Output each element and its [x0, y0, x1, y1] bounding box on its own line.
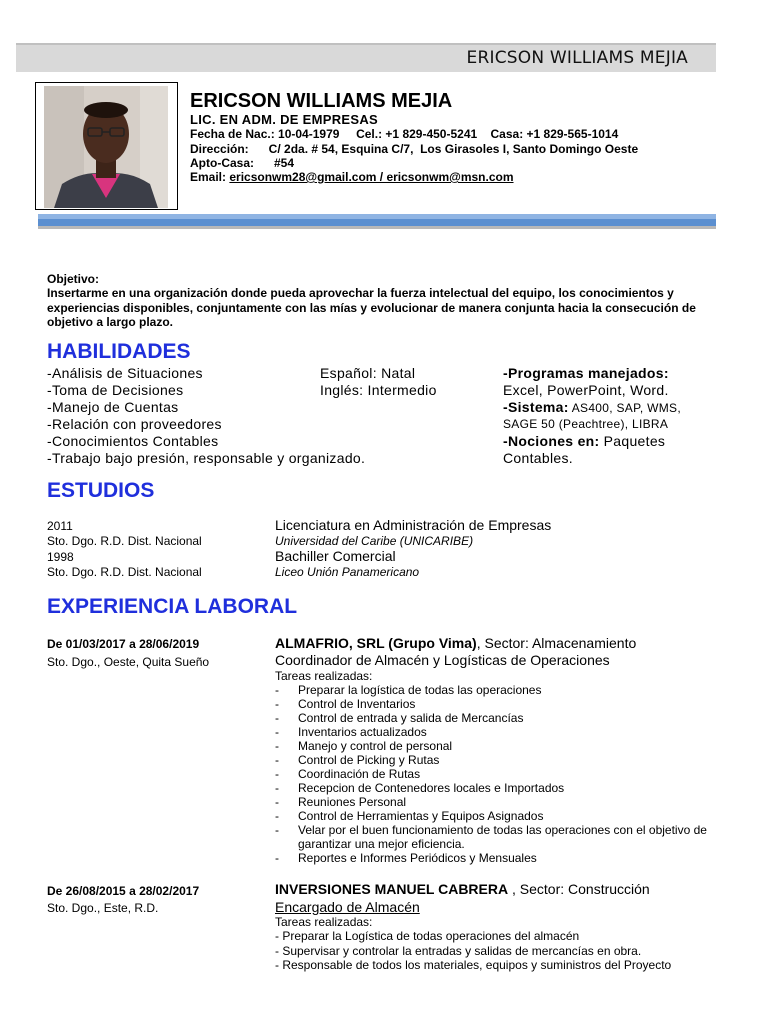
job-role: Coordinador de Almacén y Logísticas de Operaciones — [275, 652, 610, 668]
task-item: - Control de Picking y Rutas — [275, 753, 440, 767]
task-item: - Control de entrada y salida de Mercancías — [275, 711, 524, 725]
skill-item: -Relación con proveedores — [47, 416, 222, 432]
job-company-line — [275, 881, 650, 897]
job-location: Sto. Dgo., Oeste, Quita Sueño — [47, 655, 210, 669]
study-school: Universidad del Caribe (UNICARIBE) — [275, 534, 474, 548]
system-label: -Sistema: — [503, 399, 569, 415]
objective-text: Insertarme en una organización donde pueda aprovechar la fuerza intelectual del equipo, los conocimientos y experiencias disponibles, conjuntamente con las mías y evolucionar de manera conjunta hacia la consecución de objetivo a largo plazo. — [47, 286, 696, 329]
address-line: Dirección: C/ 2da. # 54, Esquina C/7, Los Girasoles I, Santo Domingo Oeste — [190, 142, 639, 156]
job-company-line — [275, 635, 636, 651]
study-place: Sto. Dgo. R.D. Dist. Nacional — [47, 565, 202, 579]
studies-heading: ESTUDIOS — [47, 479, 155, 502]
task-list — [275, 929, 671, 973]
job-sector: , Sector: Almacenamiento — [476, 635, 637, 651]
task-item: - Manejo y control de personal — [275, 739, 453, 753]
job-company: INVERSIONES MANUEL CABRERA — [275, 881, 509, 897]
header-divider-highlight — [38, 214, 716, 219]
task-item: - Reportes e Informes Periódicos y Mensuales — [275, 851, 537, 865]
system-value-2: SAGE 50 (Peachtree), LIBRA — [503, 417, 669, 431]
tasks-label: Tareas realizadas: — [275, 669, 373, 683]
study-degree: Bachiller Comercial — [275, 548, 396, 564]
apartment-line: Apto-Casa: #54 — [190, 156, 295, 170]
task-item: - Control de Herramientas y Equipos Asignados — [275, 809, 544, 823]
system-value: AS400, SAP, WMS, — [568, 401, 681, 415]
task-item: - Preparar la logística de todas las operaciones — [275, 683, 542, 697]
header-band — [16, 43, 716, 72]
system-line — [503, 399, 681, 415]
notions-line — [503, 433, 665, 449]
full-name: ERICSON WILLIAMS MEJIA — [190, 90, 453, 112]
tasks-label: Tareas realizadas: — [275, 915, 373, 929]
email-line — [190, 170, 514, 184]
task-item: - Recepcion de Contenedores locales e Importados — [275, 781, 565, 795]
programs-value: Excel, PowerPoint, Word. — [503, 382, 669, 398]
notions-label: -Nociones en: — [503, 433, 600, 449]
study-year: 2011 — [47, 519, 73, 533]
degree-title: LIC. EN ADM. DE EMPRESAS — [190, 112, 379, 127]
skill-item: -Toma de Decisiones — [47, 382, 184, 398]
skill-item: -Trabajo bajo presión, responsable y organizado. — [47, 450, 366, 466]
job-dates: De 01/03/2017 a 28/06/2019 — [47, 637, 200, 651]
job-sector: , Sector: Construcción — [508, 881, 650, 897]
header-band-name: ERICSON WILLIAMS MEJIA — [466, 48, 688, 68]
task-item: - Velar por el buen funcionamiento de todas las operaciones con el objetivo de garantizar una mejor eficiencia. — [275, 823, 707, 851]
language-item: Inglés: Intermedio — [320, 382, 437, 398]
job-dates: De 26/08/2015 a 28/02/2017 — [47, 884, 200, 898]
objective-title: Objetivo: — [47, 272, 100, 286]
email-link[interactable]: ericsonwm28@gmail.com / ericsonwm@msn.com — [229, 170, 514, 184]
email-label: Email: — [190, 170, 230, 184]
task-item: - Supervisar y controlar la entradas y salidas de mercancías en obra. — [275, 943, 642, 958]
skill-item: -Manejo de Cuentas — [47, 399, 179, 415]
study-year: 1998 — [47, 550, 74, 564]
task-item: - Preparar la Logística de todas operaciones del almacén — [275, 929, 580, 943]
birth-phone-line: Fecha de Nac.: 10-04-1979 Cel.: +1 829-450-5241 Casa: +1 829-565-1014 — [190, 127, 619, 141]
job-role: Encargado de Almacén — [275, 899, 420, 915]
study-school: Liceo Unión Panamericano — [275, 565, 420, 579]
job-location: Sto. Dgo., Este, R.D. — [47, 901, 159, 915]
programs-label: -Programas manejados: — [503, 365, 669, 381]
task-item: - Coordinación de Rutas — [275, 767, 421, 781]
language-item: Español: Natal — [320, 365, 416, 381]
study-degree: Licenciatura en Administración de Empresas — [275, 517, 552, 533]
profile-photo-frame — [35, 82, 178, 210]
skills-heading: HABILIDADES — [47, 340, 191, 363]
skill-item: -Conocimientos Contables — [47, 433, 219, 449]
profile-photo — [44, 86, 168, 208]
task-item: - Reuniones Personal — [275, 795, 407, 809]
task-item: - Control de Inventarios — [275, 697, 416, 711]
notions-value: Paquetes — [599, 433, 666, 449]
task-list — [275, 683, 728, 865]
experience-heading: EXPERIENCIA LABORAL — [47, 595, 298, 618]
job-company: ALMAFRIO, SRL (Grupo Vima) — [275, 635, 477, 651]
study-place: Sto. Dgo. R.D. Dist. Nacional — [47, 534, 202, 548]
task-item: - Responsable de todos los materiales, equipos y suministros del Proyecto — [275, 958, 672, 972]
skill-item: -Análisis de Situaciones — [47, 365, 203, 381]
notions-value-2: Contables. — [503, 450, 573, 466]
task-item: - Inventarios actualizados — [275, 725, 427, 739]
